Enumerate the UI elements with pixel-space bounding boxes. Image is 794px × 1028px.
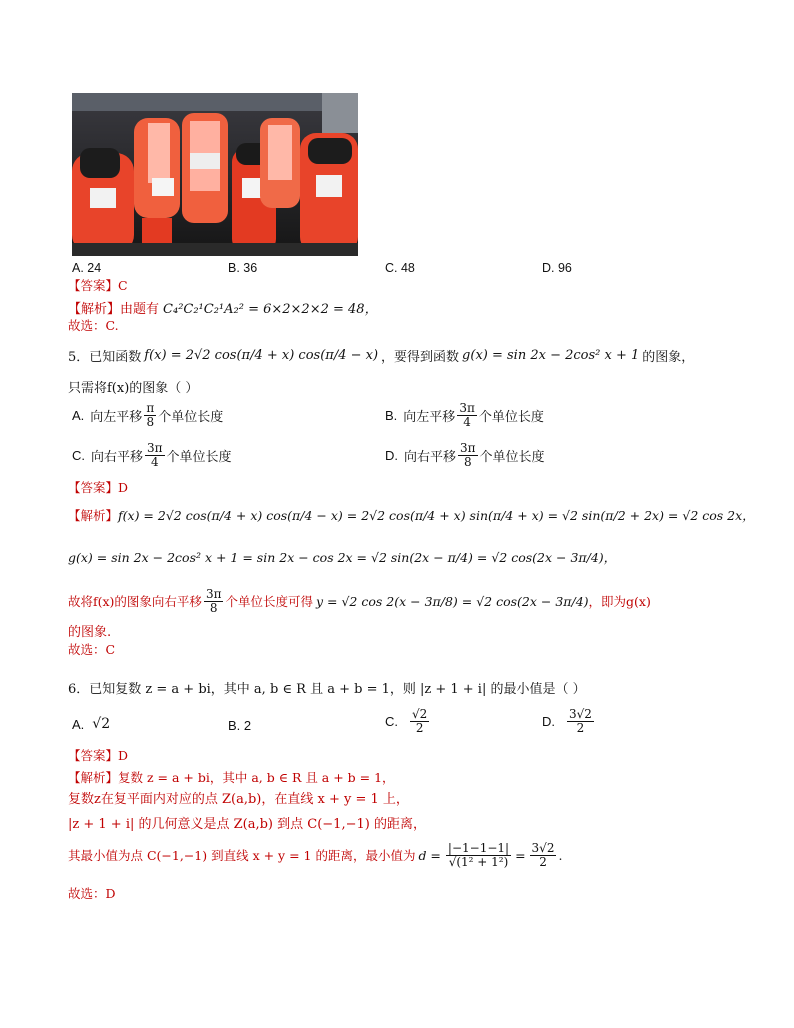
q5-line3-den: 8 [209,600,218,615]
q6-option-a-value: √2 [92,716,111,732]
q5-stem-f: f(x) = 2√2 cos(π/4 + x) cos(π/4 − x) [144,348,379,363]
q5-option-b [385,402,544,428]
q6-option-d-den: 2 [576,720,585,735]
scooter-photo [72,93,358,256]
q6-option-a-label: A. [72,716,85,732]
q6-line4-num: |−1−1−1| [447,841,510,855]
q6-analysis-line3: |z + 1 + i| 的几何意义是点 Z(a,b) 到点 C(−1,−1) 的距离， [68,817,426,832]
q5-line3-expr: y = √2 cos 2(x − 3π/8) = √2 cos(2x − 3π/4) [315,593,589,609]
q6-option-a [72,716,110,732]
q5-option-b-den: 4 [463,414,471,429]
q5-analysis-line2-text: g(x) = sin 2x − 2cos² x + 1 = sin 2x − cos 2x = √2 sin(2x − π/4) = √2 cos(2x − 3π/4)， [68,550,617,565]
q6-analysis-line1 [68,768,395,786]
q6-line4-res-den: 2 [539,854,547,869]
q5-option-c-after: 个单位长度 [166,449,232,465]
q5-option-c-den: 4 [150,454,159,469]
q6-option-c-label: C. [385,713,398,729]
q5-option-b-num: 3π [459,401,475,415]
q5-option-c-label: C. [72,447,85,463]
q5-option-a-num: π [146,401,155,415]
q4-analysis-tag: 【解析】 [68,302,121,317]
q4-analysis-text: 由题有 [120,302,160,317]
q5-option-d [385,442,545,468]
q4-answer: 【答案】C [68,278,128,293]
q6-answer: 【答案】D [68,748,129,763]
q5-option-a-before: 向左平移 [90,409,143,425]
q4-analysis [68,298,378,317]
q6-option-c [385,708,431,734]
q5-option-c [72,442,232,468]
q5-stem-line2: 只需将f(x)的图象（ ） [68,381,199,396]
q4-option-a: A. 24 [72,261,102,275]
q4-option-b: B. 36 [228,261,258,275]
q5-analysis-line1 [68,506,755,524]
q5-option-d-before: 向右平移 [404,449,457,465]
q5-option-b-before: 向左平移 [403,409,456,425]
q6-analysis-line1-text: 复数 z = a + bi，其中 a, b ∈ R 且 a + b = 1， [118,770,395,785]
q5-analysis-line1-text: f(x) = 2√2 cos(π/4 + x) cos(π/4 − x) = 2√2 cos(π/4 + x) sin(π/4 + x) = √2 sin(π/2 + 2x) = √2 cos 2x， [118,508,755,523]
q5-stem-mid: ，要得到函数 [381,350,460,365]
q4-analysis-expr: C₄²C₂¹C₂¹A₂² = 6×2×2×2 = 48， [163,302,378,317]
q5-option-b-label: B. [385,407,398,423]
q6-option-d-label: D. [542,713,555,729]
q4-option-d: D. 96 [542,261,572,275]
q5-answer: 【答案】D [68,480,129,495]
q5-option-a-label: A. [72,407,85,423]
q5-option-c-before: 向右平移 [91,449,144,465]
q6-option-c-num: √2 [412,707,428,721]
q5-option-d-after: 个单位长度 [479,449,545,465]
q6-analysis-tag: 【解析】 [68,770,119,785]
q5-line3-c: ，即为g(x) [588,594,651,610]
q5-stem-g: g(x) = sin 2x − 2cos² x + 1 [462,348,640,363]
q6-option-b-label: B. 2 [228,718,252,733]
q5-option-a-den: 8 [146,414,155,429]
q5-analysis-line4: 的图象. [68,625,112,640]
q5-option-d-num: 3π [460,441,476,455]
q6-option-d [542,708,596,734]
q6-line4-res-num: 3√2 [531,841,555,855]
q6-stem: 6．已知复数 z = a + bi，其中 a, b ∈ R 且 a + b = 1，则 |z + 1 + i| 的最小值是（ ） [68,682,586,697]
q5-option-d-label: D. [385,447,398,463]
q6-line4-den: √(1² + 1²) [448,854,509,869]
q4-option-c: C. 48 [385,261,415,275]
q5-conclusion: 故选：C [68,642,116,657]
q5-option-b-after: 个单位长度 [478,409,544,425]
q5-analysis-line3 [68,588,651,614]
q5-line3-b: 个单位长度可得 [225,594,313,610]
q6-analysis-line4: 其最小值为点 C(−1,−1) 到直线 x + y = 1 的距离，最小值为 d = $\frac{|-1-1-1|}{\text{√(1² + 1²)}}$ = $\frac{3√2}{2}$ . [68,841,563,869]
q6-line4-a: 其最小值为点 C(−1,−1) 到直线 x + y = 1 的距离，最小值为 [68,848,416,864]
q5-analysis-line2 [68,548,616,566]
q5-option-a-after: 个单位长度 [158,409,224,425]
q6-option-c-den: 2 [415,720,424,735]
q5-stem-prefix: 5．已知函数 [68,350,142,365]
q5-option-c-num: 3π [147,441,163,455]
q5-option-d-den: 8 [463,454,472,469]
q6-option-b [228,718,251,733]
q5-analysis-tag: 【解析】 [68,508,119,523]
q6-analysis-line2: 复数z在复平面内对应的点 Z(a,b)，在直线 x + y = 1 上， [68,792,409,807]
q5-option-a [72,402,223,428]
q5-line3-num: 3π [205,587,222,601]
q5-line3-a: 故将f(x)的图象向右平移 [68,594,202,610]
q6-option-d-num: 3√2 [569,707,592,721]
q5-stem [68,346,694,365]
q4-conclusion: 故选：C. [68,318,119,333]
q5-stem-suffix: 的图象， [642,350,695,365]
q6-conclusion: 故选：D [68,886,116,901]
